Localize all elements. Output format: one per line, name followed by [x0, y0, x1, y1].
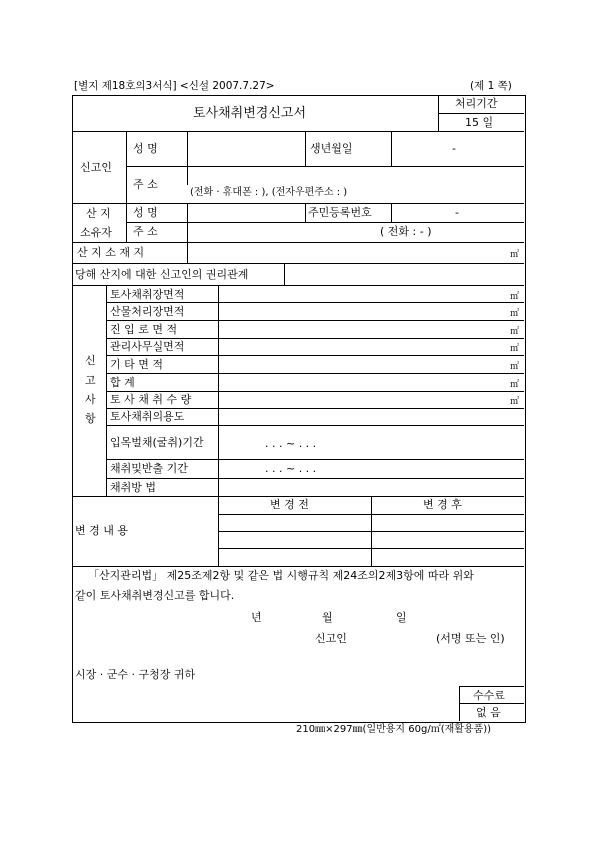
applicant-section-label: 신고인 [80, 161, 112, 174]
owner-phone-line: ( 전화 : - ) [380, 225, 432, 238]
change-after-field[interactable] [373, 516, 522, 564]
applicant-birth-field[interactable] [393, 133, 522, 164]
felling-period-label: 입목벌채(굴취)기간 [110, 436, 204, 449]
applicant-birth-dash: - [452, 142, 456, 155]
report-item-unit: ㎡ [510, 362, 520, 372]
page-number: (제 1 쪽) [470, 80, 512, 92]
report-item-label: 진 입 로 면 적 [110, 323, 178, 336]
date-day: 일 [396, 611, 407, 624]
form-reference: [별지 제18호의3서식] <신설 2007.7.27> [74, 80, 275, 92]
applicant-name-label: 성 명 [133, 142, 158, 155]
owner-id-label: 주민등록번호 [308, 206, 372, 219]
owner-id-field[interactable] [393, 205, 522, 220]
owner-name-label: 성 명 [133, 206, 158, 219]
extraction-method-label: 채취방 법 [110, 481, 157, 494]
applicant-address-field[interactable] [189, 168, 522, 183]
owner-id-dash: - [455, 206, 459, 219]
signature-label: (서명 또는 인) [436, 632, 505, 645]
recipient-label: 시장 · 군수 · 구청장 귀하 [75, 668, 196, 681]
report-value-field[interactable] [220, 287, 500, 421]
extraction-period-label: 채취및반출 기간 [110, 462, 188, 475]
location-label: 산 지 소 재 지 [77, 246, 145, 259]
report-char-4: 항 [85, 412, 96, 425]
report-item-unit: ㎡ [510, 327, 520, 337]
form-title: 토사채취변경신고서 [193, 106, 307, 121]
felling-period-value: . . . ~ . . . [265, 437, 317, 450]
report-item-label: 합 계 [110, 376, 135, 389]
declaration-line-1: 「산지관리법」 제25조제2항 및 같은 법 시행규칙 제24조의2제3항에 따라 위와 [88, 569, 474, 582]
report-item-unit: ㎡ [510, 309, 520, 319]
rights-field[interactable] [286, 265, 522, 283]
owner-name-field[interactable] [189, 205, 303, 220]
processing-period-value: 15 일 [465, 116, 494, 129]
report-item-unit: ㎡ [510, 292, 520, 302]
report-item-label: 관리사무실면적 [110, 340, 185, 353]
applicant-sign-label: 신고인 [315, 632, 347, 645]
processing-period-label: 처리기간 [455, 97, 498, 110]
rights-label: 당해 산지에 대한 신고인의 권리관계 [75, 268, 249, 281]
fee-value: 없 음 [476, 706, 501, 719]
fee-label: 수수료 [473, 689, 505, 702]
report-item-label: 토 사 채 취 수 량 [110, 393, 192, 406]
extraction-period-value: . . . ~ . . . [265, 462, 317, 475]
location-field[interactable] [189, 244, 489, 261]
change-before-field[interactable] [220, 516, 369, 564]
applicant-contact-line: (전화 · 휴대폰 : ), (전자우편주소 : ) [190, 187, 348, 198]
owner-address-label: 주 소 [133, 225, 158, 238]
owner-label-line2: 소유자 [80, 226, 112, 239]
report-item-unit: ㎡ [510, 380, 520, 390]
change-after-header: 변 경 후 [423, 498, 462, 511]
report-char-3: 사 [85, 393, 96, 406]
owner-label-line1: 산 지 [86, 207, 111, 220]
date-year: 년 [251, 611, 262, 624]
change-before-header: 변 경 전 [270, 498, 309, 511]
applicant-name-field[interactable] [189, 133, 303, 164]
date-month: 월 [322, 611, 333, 624]
applicant-address-label: 주 소 [133, 178, 158, 191]
location-unit: ㎡ [510, 250, 520, 260]
extraction-method-field[interactable] [220, 480, 522, 494]
report-item-label: 토사채취장면적 [110, 288, 185, 301]
applicant-birth-label: 생년월일 [310, 142, 353, 155]
report-char-2: 고 [85, 374, 96, 387]
declaration-line-2: 같이 토사채취변경신고를 합니다. [75, 589, 235, 602]
report-char-1: 신 [85, 354, 96, 367]
report-item-label: 산물처리장면적 [110, 305, 185, 318]
report-item-label: 기 타 면 적 [110, 358, 163, 371]
report-item-unit: ㎡ [510, 344, 520, 354]
report-item-unit: ㎡ [510, 397, 520, 407]
change-label: 변 경 내 용 [75, 524, 128, 537]
report-item-label: 토사채취의용도 [110, 410, 185, 423]
paper-spec: 210㎜×297㎜(일반용지 60g/㎡(재활용품)) [296, 724, 492, 735]
